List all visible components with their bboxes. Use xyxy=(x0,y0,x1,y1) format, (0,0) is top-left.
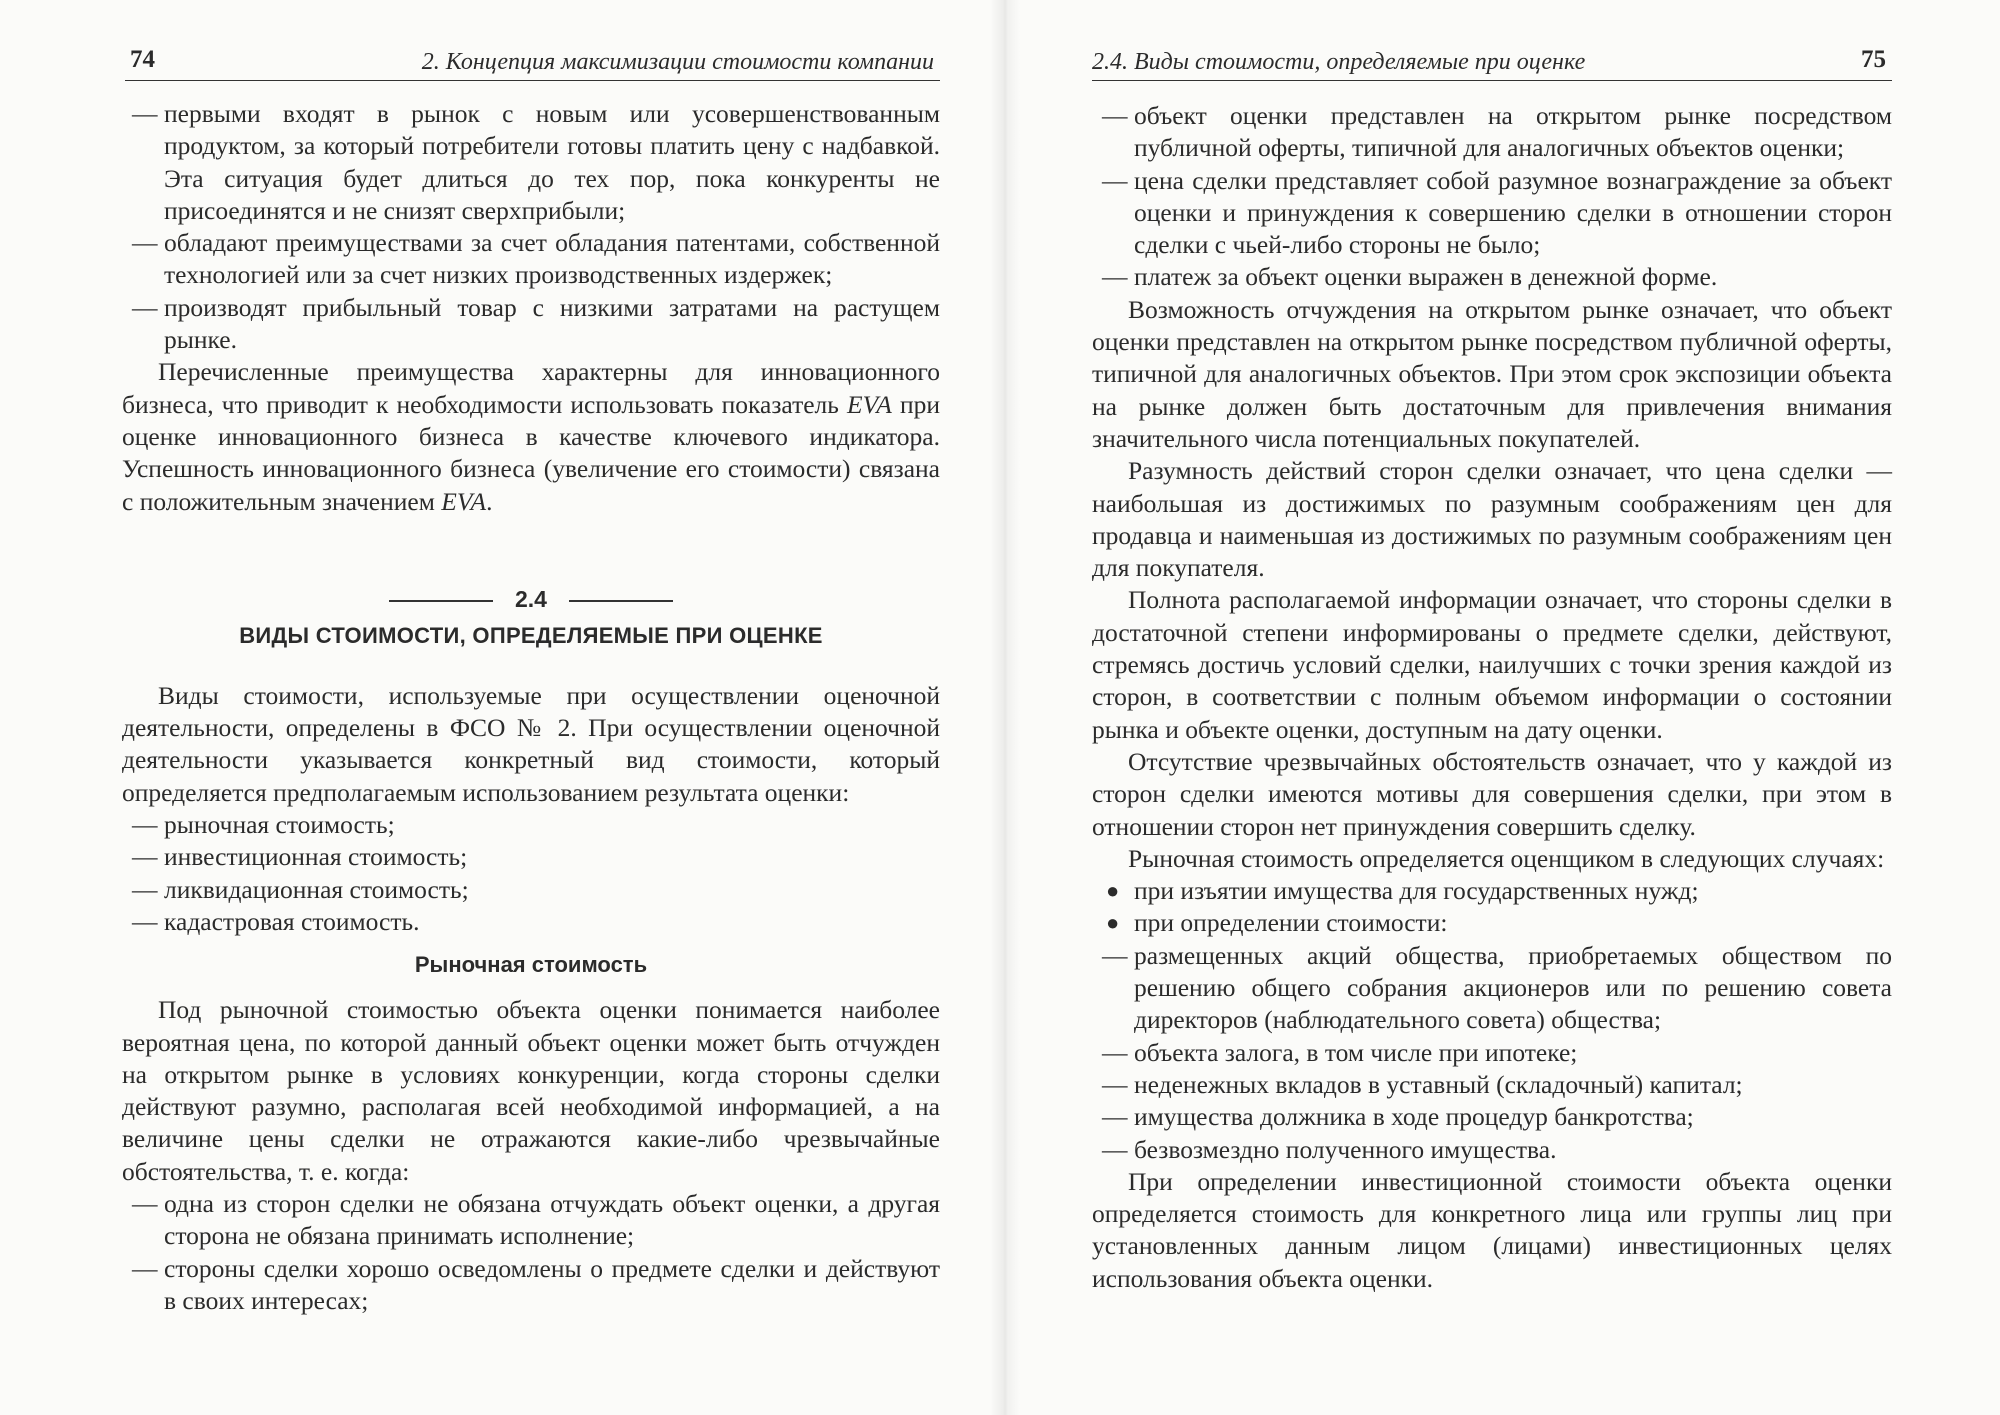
list-item-text: производят прибыльный товар с низкими затратами на растущем рынке. xyxy=(164,292,940,355)
section-title: ВИДЫ СТОИМОСТИ, ОПРЕДЕЛЯЕМЫЕ ПРИ ОЦЕНКЕ xyxy=(239,622,823,648)
page-number-right: 75 xyxy=(1861,46,1886,73)
list-item xyxy=(122,1188,940,1253)
right-page-body xyxy=(1092,100,1892,1295)
dash-marker: — xyxy=(132,810,158,840)
dash-marker: — xyxy=(1102,1102,1128,1132)
paragraph-text: Перечисленные преимущества характерны для инновационного бизнеса, что приводит к необходимости использовать показатель xyxy=(122,357,940,419)
list-item-text: объекта залога, в том числе при ипотеке; xyxy=(1134,1037,1578,1067)
dash-marker: — xyxy=(1102,1134,1128,1164)
dash-marker: — xyxy=(1102,165,1128,195)
list-item xyxy=(122,98,940,227)
left-page-body xyxy=(122,98,940,1317)
subheading: Рыночная стоимость xyxy=(414,952,648,978)
list-item xyxy=(122,874,940,906)
running-title-left: 2. Концепция максимизации стоимости компании xyxy=(421,49,934,75)
dash-marker: — xyxy=(1102,1069,1128,1099)
bullet-marker: ● xyxy=(1106,910,1120,936)
eva-term: EVA xyxy=(847,389,892,419)
list-item-text: безвозмездно полученного имущества. xyxy=(1134,1134,1557,1164)
paragraph: Возможность отчуждения на открытом рынке означает, что объект оценки представлен на открытом рынке посредством публичной оферты, типичной для аналогичных объектов. При этом срок экспозиции объекта на рынке должен быть достаточным для привлечения внимания значительного числа потенциальных покупателей. xyxy=(1092,294,1892,453)
list-item-text: рыночная стоимость; xyxy=(164,810,395,840)
dash-marker: — xyxy=(132,842,158,872)
eva-term: EVA xyxy=(441,486,487,516)
paragraph-text: . xyxy=(486,486,493,516)
dash-marker: — xyxy=(1102,1037,1128,1067)
dash-marker: — xyxy=(132,906,158,936)
eva-paragraph xyxy=(122,356,940,517)
paragraph: Отсутствие чрезвычайных обстоятельств означает, что у каждой из сторон сделки имеются мотивы для совершения сделки, при этом в отношении сторон нет принуждения совершить сделку. xyxy=(1092,746,1892,841)
section-number-text: 2.4 xyxy=(515,585,547,612)
dash-marker: — xyxy=(1102,940,1128,970)
list-item xyxy=(1092,1069,1892,1101)
intro-paragraph: Виды стоимости, используемые при осуществлении оценочной деятельности, определены в ФСО № 2. При осуществлении оценочной деятельности указывается конкретный вид стоимости, который определяется предполагаемым использованием результата оценки: xyxy=(122,680,940,807)
dash-marker: — xyxy=(1102,101,1128,130)
list-item-text: кадастровая стоимость. xyxy=(164,906,420,936)
market-value-paragraph: Под рыночной стоимостью объекта оценки понимается наиболее вероятная цена, по которой данный объект оценки может быть отчужден на открытом рынке в условиях конкуренции, когда стороны сделки действуют разумно, располагая всей необходимой информацией, а на величине цены сделки не отражаются какие-либо чрезвычайные обстоятельства, т. е. когда: xyxy=(122,995,940,1186)
page-number-left: 74 xyxy=(130,46,155,73)
left-page-header xyxy=(125,36,940,81)
dash-marker: — xyxy=(132,99,158,128)
section-number xyxy=(122,582,940,616)
right-page-header xyxy=(1092,36,1892,81)
list-item-text: первыми входят в рынок с новым или усовершенствованным продуктом, за который потребители готовы платить цену с надбавкой. Эта ситуация будет длиться до тех пор, пока конкуренты не присоединятся и не снизят сверхприбыли; xyxy=(164,99,940,225)
list-item xyxy=(1092,261,1892,293)
list-item-text: одна из сторон сделки не обязана отчуждать объект оценки, а другая сторона не обязана принимать исполнение; xyxy=(164,1189,940,1251)
list-item-text: при изъятии имущества для государственных нужд; xyxy=(1134,876,1699,906)
paragraph: Разумность действий сторон сделки означает, что цена сделки — наибольшая из достижимых по разумным соображениям цен для продавца и наименьшая из достижимых по разумным соображениям цен для покупателя. xyxy=(1092,456,1892,583)
list-item xyxy=(1092,1037,1892,1069)
list-item xyxy=(122,841,940,873)
list-item xyxy=(122,227,940,292)
paragraph: Рыночная стоимость определяется оценщиком в следующих случаях: xyxy=(1128,843,1885,873)
list-item xyxy=(122,809,940,841)
list-item-text: обладают преимуществами за счет обладания патентами, собственной технологией или за счет низких производственных издержек; xyxy=(164,228,940,290)
section-rule xyxy=(569,600,673,602)
list-item xyxy=(1092,875,1892,907)
dash-marker: — xyxy=(132,1189,158,1219)
list-item-text: ликвидационная стоимость; xyxy=(164,874,469,904)
list-item xyxy=(1092,1101,1892,1133)
dash-marker: — xyxy=(132,228,158,258)
list-item xyxy=(1092,100,1892,165)
list-item xyxy=(1092,165,1892,262)
list-item xyxy=(1092,1134,1892,1166)
list-item xyxy=(1092,907,1892,939)
right-page xyxy=(1000,0,2000,1415)
paragraph-text: при оценке инновационного бизнеса в качестве ключевого индикатора. Успешность инновационного бизнеса (увеличение его стоимости) связана с положительным значением xyxy=(122,389,941,516)
bullet-marker: ● xyxy=(1106,878,1120,904)
list-item xyxy=(122,906,940,938)
final-paragraph: При определении инвестиционной стоимости объекта оценки определяется стоимость для конкретного лица или группы лиц при установленных данным лицом (лицами) инвестиционных целях использования объекта оценки. xyxy=(1092,1166,1892,1293)
list-item-text: объект оценки представлен на открытом рынке посредством публичной оферты, типичной для аналогичных объектов оценки; xyxy=(1134,101,1892,163)
running-title-right: 2.4. Виды стоимости, определяемые при оценке xyxy=(1092,49,1586,75)
dash-marker: — xyxy=(132,292,158,322)
list-item-text: имущества должника в ходе процедур банкротства; xyxy=(1134,1102,1694,1132)
dash-marker: — xyxy=(1102,262,1128,292)
list-item xyxy=(122,292,940,357)
list-item-text: при определении стоимости: xyxy=(1134,908,1448,938)
list-item-text: платеж за объект оценки выражен в денежной форме. xyxy=(1134,262,1718,292)
list-item-text: цена сделки представляет собой разумное вознаграждение за объект оценки и принуждения к совершению сделки в отношении сторон сделки с чьей-либо стороны не было; xyxy=(1134,165,1892,260)
list-item-text: неденежных вкладов в уставный (складочный) капитал; xyxy=(1134,1069,1743,1099)
dash-marker: — xyxy=(132,1253,158,1283)
list-item-text: стороны сделки хорошо осведомлены о предмете сделки и действуют в своих интересах; xyxy=(164,1253,940,1315)
list-item-text: инвестиционная стоимость; xyxy=(164,842,468,872)
list-item xyxy=(1092,940,1892,1037)
paragraph: Полнота располагаемой информации означает, что стороны сделки в достаточной степени информированы о предмете сделки, действуют, стремясь достичь условий сделки, наилучших с точки зрения каждой из сторон, в соответствии с полным объемом информации о состоянии рынка и объекте оценки, доступным на дату оценки. xyxy=(1092,585,1892,744)
section-rule xyxy=(389,600,493,602)
list-item xyxy=(122,1253,940,1318)
dash-marker: — xyxy=(132,874,158,904)
list-item-text: размещенных акций общества, приобретаемых обществом по решению общего собрания акционеров или по решению совета директоров (наблюдательного совета) общества; xyxy=(1134,940,1892,1035)
